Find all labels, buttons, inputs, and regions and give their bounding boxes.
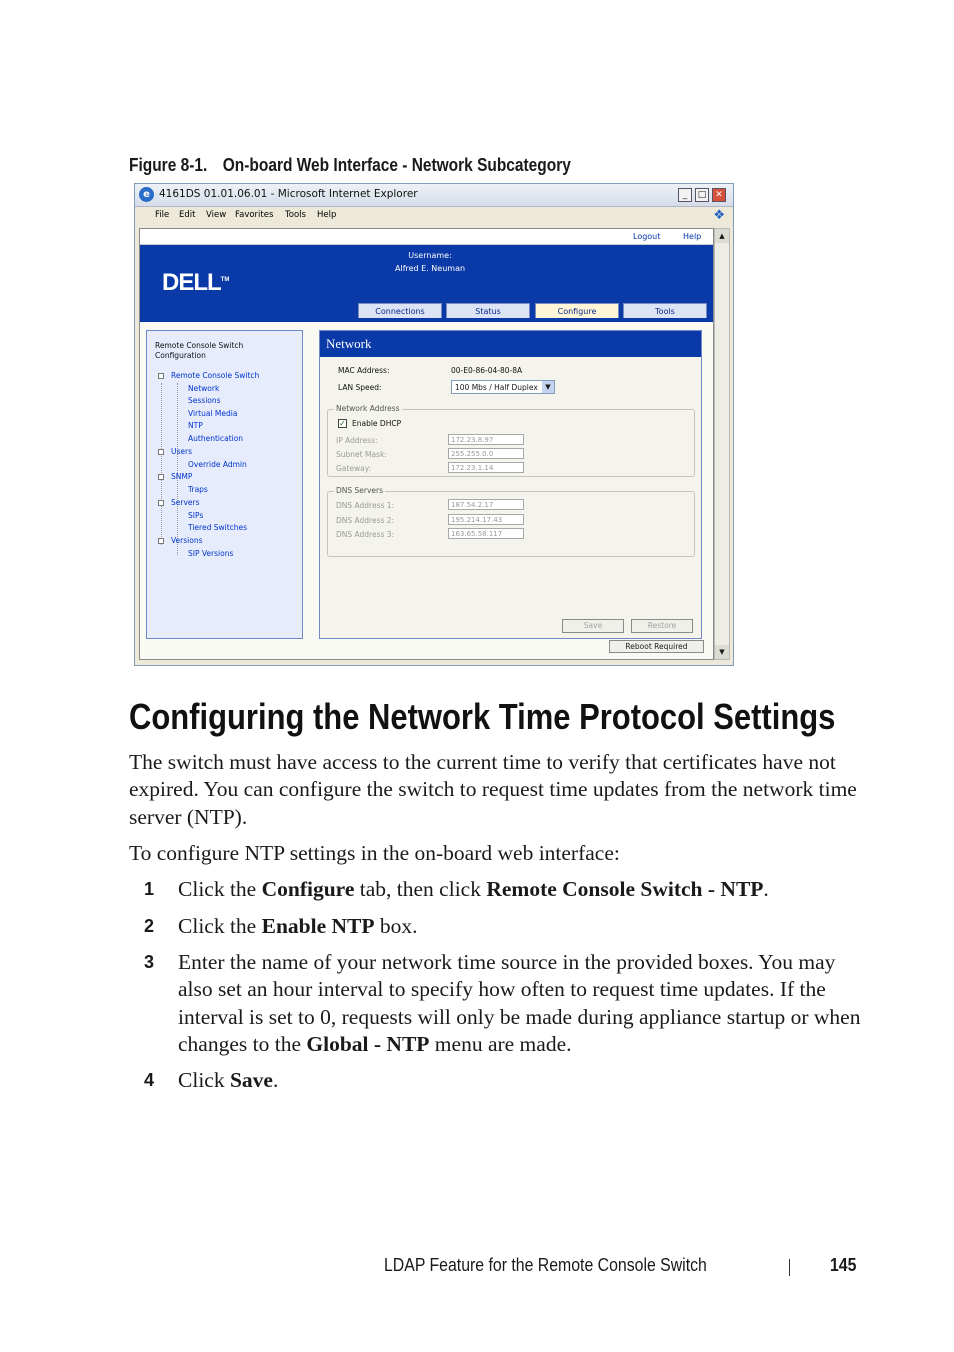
- figure-title: On-board Web Interface - Network Subcategory: [222, 155, 571, 175]
- footer-title: LDAP Feature for the Remote Console Switch: [384, 1255, 707, 1275]
- step-text: Click the Enable NTP box.: [178, 914, 418, 938]
- content-area: [140, 322, 713, 660]
- dns2-label: DNS Address 2:: [336, 516, 395, 525]
- dell-logo: DELL™: [162, 269, 230, 296]
- step-number: 4: [144, 1070, 155, 1090]
- network-address-group: [327, 404, 695, 477]
- tree-item-sip-versions[interactable]: SIP Versions: [188, 549, 234, 558]
- tree-item-versions[interactable]: Versions: [171, 536, 203, 545]
- menu-file[interactable]: File: [155, 210, 170, 220]
- tree-item-tiered-switches[interactable]: Tiered Switches: [188, 523, 248, 532]
- top-links-bar: [140, 229, 713, 245]
- tree-item-ntp[interactable]: NTP: [188, 421, 203, 430]
- step-text: Click the Configure tab, then click Remote Console Switch - NTP.: [178, 877, 769, 901]
- menu-edit[interactable]: Edit: [179, 210, 196, 220]
- user-info: [395, 251, 465, 277]
- menu-view[interactable]: View: [206, 210, 227, 220]
- reboot-required-button[interactable]: Reboot Required: [609, 640, 704, 653]
- tree-item-snmp[interactable]: SNMP: [171, 472, 193, 481]
- ip-address-label: IP Address:: [336, 436, 378, 445]
- dns1-label: DNS Address 1:: [336, 501, 395, 510]
- menu-help[interactable]: Help: [317, 210, 337, 220]
- minimize-button[interactable]: _: [678, 188, 692, 202]
- dns1-field[interactable]: 187.54.2.17: [448, 499, 524, 510]
- tab-status[interactable]: Status: [446, 303, 530, 318]
- scroll-up-icon[interactable]: ▲: [715, 229, 729, 243]
- gateway-field[interactable]: 172.23.1.14: [448, 462, 524, 473]
- internet-explorer-icon: e: [139, 187, 154, 202]
- windows-flag-icon: ❖: [713, 208, 725, 223]
- lan-speed-select[interactable]: 100 Mbs / Half Duplex ▼: [451, 380, 555, 394]
- ip-address-field[interactable]: 172.23.8.97: [448, 434, 524, 445]
- app-header: [140, 245, 713, 322]
- maximize-button[interactable]: □: [695, 188, 709, 202]
- page-number: 145: [830, 1255, 857, 1275]
- menu-favorites[interactable]: Favorites: [235, 210, 274, 220]
- step-number: 2: [144, 916, 155, 936]
- footer-divider: [789, 1259, 790, 1276]
- enable-dhcp-label: Enable DHCP: [352, 419, 402, 428]
- restore-button[interactable]: Restore: [631, 619, 693, 633]
- close-button[interactable]: ✕: [712, 188, 726, 202]
- window-titlebar: [135, 184, 733, 207]
- username-label: Username:: [408, 251, 452, 260]
- tree-item-sessions[interactable]: Sessions: [188, 396, 221, 405]
- scroll-down-icon[interactable]: ▼: [715, 645, 729, 659]
- vertical-scrollbar[interactable]: [714, 228, 730, 660]
- intro-paragraph: The switch must have access to the current time to verify that certificates have not expired. You can configure the switch to request time updates from the network time server (NTP).: [129, 750, 857, 829]
- step-text: Enter the name of your network time source in the provided boxes. You may also set an hour interval to specify how often to request time updates. If the interval is set to 0, requests will only be made during appliance startup or when changes to the Global - NTP menu are made.: [178, 950, 861, 1056]
- tab-configure[interactable]: Configure: [535, 303, 619, 318]
- menu-bar: [139, 207, 729, 225]
- tree-item-override-admin[interactable]: Override Admin: [188, 460, 247, 469]
- gateway-label: Gateway:: [336, 464, 372, 473]
- tree-item-servers[interactable]: Servers: [171, 498, 200, 507]
- tree-item-traps[interactable]: Traps: [188, 485, 208, 494]
- chevron-down-icon: ▼: [542, 381, 554, 393]
- browser-viewport: [139, 228, 714, 660]
- save-button[interactable]: Save: [562, 619, 624, 633]
- navigation-tree: [146, 330, 303, 639]
- tab-connections[interactable]: Connections: [358, 303, 442, 318]
- help-link[interactable]: Help: [683, 232, 702, 241]
- username-value: Alfred E. Neuman: [395, 264, 466, 273]
- dns3-field[interactable]: 163.65.58.117: [448, 528, 524, 539]
- tree-item-remote-console-switch[interactable]: Remote Console Switch: [171, 371, 260, 380]
- tree-item-sips[interactable]: SIPs: [188, 511, 204, 520]
- step-number: 1: [144, 879, 155, 899]
- tree-item-network[interactable]: Network: [188, 384, 220, 393]
- enable-dhcp-checkbox[interactable]: ✓: [339, 419, 346, 428]
- step-number: 3: [144, 952, 155, 972]
- logout-link[interactable]: Logout: [633, 232, 661, 241]
- network-panel: [319, 330, 702, 639]
- menu-tools[interactable]: Tools: [285, 210, 306, 220]
- dns2-field[interactable]: 195.214.17.43: [448, 514, 524, 525]
- dns-servers-legend: DNS Servers: [336, 486, 384, 495]
- tab-tools[interactable]: Tools: [623, 303, 707, 318]
- figure-label: Figure 8-1.: [129, 155, 208, 175]
- browser-window-screenshot: [134, 183, 734, 666]
- lan-speed-label: LAN Speed:: [338, 383, 382, 392]
- lead-paragraph: To configure NTP settings in the on-board web interface:: [129, 841, 620, 865]
- mac-address-label: MAC Address:: [338, 366, 390, 375]
- step-text: Click Save.: [178, 1068, 279, 1092]
- tree-item-virtual-media[interactable]: Virtual Media: [188, 409, 238, 418]
- figure-caption: [129, 155, 571, 176]
- section-heading: Configuring the Network Time Protocol Settings: [129, 696, 836, 737]
- tree-item-users[interactable]: Users: [171, 447, 193, 456]
- dns-servers-group: [327, 486, 695, 557]
- tree-title: Remote Console Switch Configuration: [155, 341, 244, 360]
- window-title: 4161DS 01.01.06.01 - Microsoft Internet Explorer: [159, 188, 418, 200]
- network-address-legend: Network Address: [336, 404, 400, 413]
- mac-address-value: 00-E0-86-04-80-8A: [451, 366, 523, 375]
- tree-item-authentication[interactable]: Authentication: [188, 434, 244, 443]
- subnet-mask-label: Subnet Mask:: [336, 450, 387, 459]
- subnet-mask-field[interactable]: 255.255.0.0: [448, 448, 524, 459]
- dns3-label: DNS Address 3:: [336, 530, 395, 539]
- panel-title: Network: [320, 331, 701, 357]
